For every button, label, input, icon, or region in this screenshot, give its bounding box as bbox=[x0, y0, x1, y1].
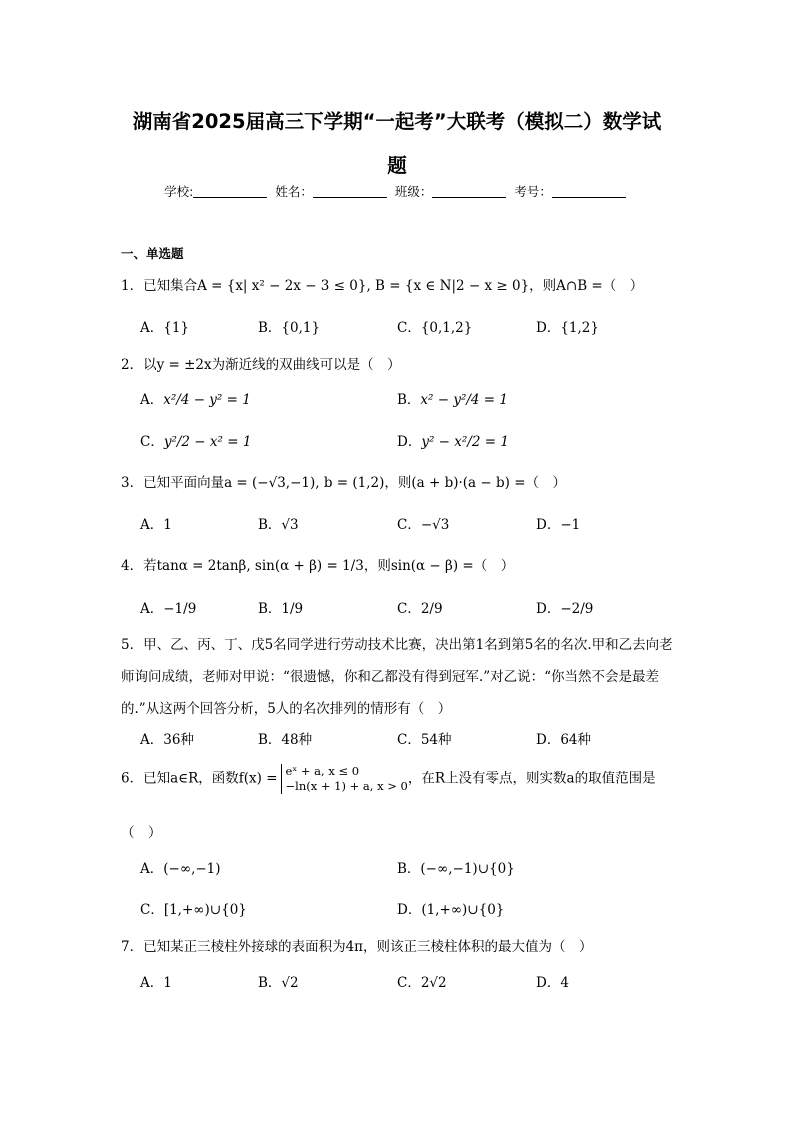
q7-option-a[interactable]: A．1 bbox=[140, 975, 172, 991]
q2-option-d-math: y² − x²/2 = 1 bbox=[421, 434, 509, 450]
section-heading: 一、单选题 bbox=[121, 246, 184, 261]
q2-option-a[interactable]: A．x²/4 − y² = 1 bbox=[140, 392, 251, 408]
title-line-2: 题 bbox=[387, 154, 407, 177]
school-label: 学校: bbox=[164, 184, 194, 199]
q7-option-d[interactable]: D．4 bbox=[536, 975, 569, 991]
q3-option-d[interactable]: D．−1 bbox=[536, 517, 581, 533]
exam-no-label: 考号： bbox=[514, 184, 552, 199]
q5-option-b[interactable]: B．48种 bbox=[258, 732, 313, 748]
name-label: 姓名： bbox=[275, 184, 313, 199]
q4-option-a[interactable]: A．−1/9 bbox=[140, 601, 197, 617]
q6-option-a[interactable]: A．(−∞,−1) bbox=[140, 861, 221, 877]
q1-option-c[interactable]: C．{0,1,2} bbox=[397, 320, 473, 336]
q3-option-a[interactable]: A．1 bbox=[140, 517, 172, 533]
class-blank[interactable] bbox=[432, 185, 506, 198]
q2-option-b[interactable]: B．x² − y²/4 = 1 bbox=[397, 392, 509, 408]
q2-option-a-math: x²/4 − y² = 1 bbox=[163, 392, 251, 408]
q6-option-b[interactable]: B．(−∞,−1)∪{0} bbox=[397, 861, 515, 877]
q5-option-a[interactable]: A．36种 bbox=[140, 732, 194, 748]
q5-option-c[interactable]: C．54种 bbox=[397, 732, 452, 748]
q3-option-c[interactable]: C．−√3 bbox=[397, 517, 450, 533]
question-5-stem: 5．甲、乙、丙、丁、戊5名同学进行劳动技术比赛，决出第1名到第5名的名次.甲和乙去向老师询问成绩，老师对甲说：“很遗憾，你和乙都没有得到冠军.”对乙说：“你当然不会是最差的.”从这两个回答分析，5人的名次排列的情形有（ ） bbox=[121, 637, 673, 717]
name-blank[interactable] bbox=[313, 185, 387, 198]
piece-2: −ln(x + 1) + a, x > 0 bbox=[285, 779, 408, 793]
exam-no-blank[interactable] bbox=[552, 185, 626, 198]
school-blank[interactable] bbox=[193, 185, 267, 198]
q3-option-b[interactable]: B．√3 bbox=[258, 517, 299, 533]
q5-option-d[interactable]: D．64种 bbox=[536, 732, 592, 748]
q4-option-d[interactable]: D．−2/9 bbox=[536, 601, 594, 617]
question-6-stem-cont: （ ） bbox=[121, 825, 162, 841]
q2-option-c[interactable]: C．y²/2 − x² = 1 bbox=[140, 434, 252, 450]
student-info-row bbox=[0, 182, 794, 200]
question-1-stem: 1．已知集合A = {x| x² − 2x − 3 ≤ 0}, B = {x ∈ N|2 − x ≥ 0}，则A∩B =（ ） bbox=[121, 278, 644, 294]
piece-1: eˣ + a, x ≤ 0 bbox=[285, 764, 360, 778]
q6-option-c[interactable]: C．[1,+∞)∪{0} bbox=[140, 902, 247, 918]
q2-option-d[interactable]: D．y² − x²/2 = 1 bbox=[397, 434, 509, 450]
q7-option-c[interactable]: C．2√2 bbox=[397, 975, 447, 991]
exam-title bbox=[100, 100, 694, 188]
question-4-stem: 4．若tanα = 2tanβ, sin(α + β) = 1/3，则sin(α − β) =（ ） bbox=[121, 558, 515, 574]
title-line-1: 湖南省2025届高三下学期“一起考”大联考（模拟二）数学试 bbox=[132, 110, 662, 133]
question-7-stem: 7．已知某正三棱柱外接球的表面积为4π，则该正三棱柱体积的最大值为（ ） bbox=[121, 939, 593, 955]
question-2-stem: 2．以y = ±2x为渐近线的双曲线可以是（ ） bbox=[121, 357, 401, 373]
question-3-stem: 3．已知平面向量a = (−√3,−1), b = (1,2)，则(a + b)·(a − b) =（ ） bbox=[121, 475, 567, 491]
q2-option-b-math: x² − y²/4 = 1 bbox=[420, 392, 509, 408]
q1-option-d[interactable]: D．{1,2} bbox=[536, 320, 599, 336]
q7-option-b[interactable]: B．√2 bbox=[258, 975, 299, 991]
piecewise-function bbox=[281, 764, 408, 794]
q1-option-b[interactable]: B．{0,1} bbox=[258, 320, 321, 336]
q4-option-c[interactable]: C．2/9 bbox=[397, 601, 443, 617]
q6-option-d[interactable]: D．(1,+∞)∪{0} bbox=[397, 902, 505, 918]
class-label: 班级： bbox=[394, 184, 433, 199]
q4-option-b[interactable]: B．1/9 bbox=[258, 601, 304, 617]
q1-option-a[interactable]: A．{1} bbox=[140, 320, 190, 336]
question-6-stem: 6．已知a∈R，函数f(x) = eˣ + a, x ≤ 0 −ln(x + 1) + a, x > 0 ，在R上没有零点，则实数a的取值范围是 bbox=[121, 764, 656, 793]
q2-option-c-math: y²/2 − x² = 1 bbox=[163, 434, 252, 450]
